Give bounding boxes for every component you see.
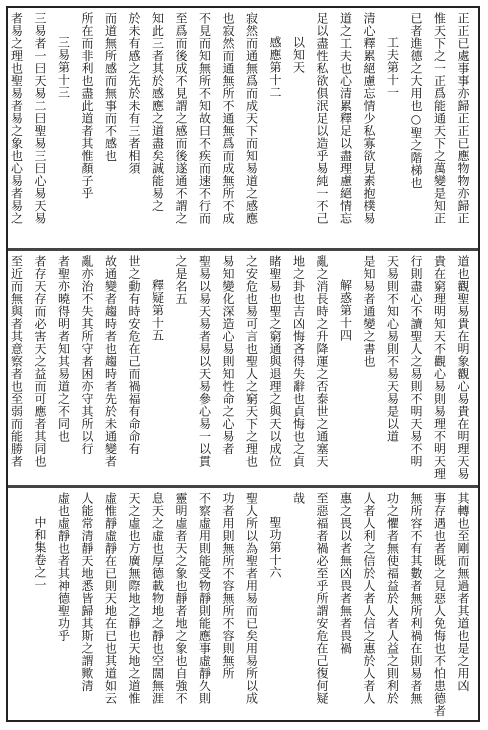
text-column: 不察虛用則能受物靜則能應事虛靜久則 xyxy=(197,492,212,705)
text-column: 亂亦治不失其所守者困亦守其所以行 xyxy=(80,255,94,455)
text-column: 之安危也易可言也聖人之窮天下之理也 xyxy=(244,255,259,468)
text-column: 易知變化深造心易則知性命之心易者 xyxy=(221,255,235,455)
panel-bottom xyxy=(8,486,478,720)
text-column: 功之懼者無使福益於人者人益之則利於 xyxy=(385,492,400,705)
text-column: 感應第十二 xyxy=(268,36,282,99)
text-column: 哉 xyxy=(291,492,306,505)
text-column: 已者進德之大用也○聖之階梯也 xyxy=(409,12,423,189)
text-column: 者聖亦曉得明者知其易道之不同也 xyxy=(56,255,71,443)
page-frame xyxy=(6,6,480,722)
text-column: 道之工夫也心清累釋足以盡理慮絕情忘 xyxy=(338,12,353,225)
text-column: 者存天存而必害天之益而可應者其同也 xyxy=(33,255,47,468)
text-column: 息天之虛也厚德載物地之靜也空闊無涯 xyxy=(150,492,165,705)
text-column: 而道無所感而無事而不感也 xyxy=(103,12,118,162)
text-column: 之是名五 xyxy=(174,255,188,305)
text-column: 也寂然而通無所不通無爲而成無所不成 xyxy=(221,12,235,225)
text-column: 惟天下之一正爲能通天下之萬變是知正 xyxy=(432,12,447,225)
text-column: 惠之畏以者無凶畏者無者畏禍 xyxy=(338,492,353,655)
text-column: 事存遇也者既之見惡人免悔也不怕患德者 xyxy=(432,492,447,717)
text-column: 至惡福者禍必至乎所謂安危在己復何疑 xyxy=(315,492,329,705)
text-column: 工夫第十一 xyxy=(385,36,400,99)
text-column: 故通變者趨時者也趨時者先於未通變者 xyxy=(103,255,118,468)
text-column: 亂之消長時之升降運之否泰世之通塞天 xyxy=(315,255,329,468)
text-column: 天之虛也方廣無際地之靜也天地之道惟 xyxy=(127,492,141,705)
text-column: 知此三者其於感應之道盡矣誠能易之 xyxy=(150,12,165,212)
text-column: 其轉也至剛而無過者其道也是之用凶 xyxy=(456,492,470,692)
text-column: 聖易以易天易者易以天易參心易一以貫 xyxy=(197,255,212,468)
text-column: 睹聖易也聖之窮通與退理之與天以成位 xyxy=(268,255,282,468)
text-column: 中和集卷之一 xyxy=(33,516,47,591)
text-column: 不見而知無所不知故曰不疾而速不行而 xyxy=(197,12,212,225)
text-column: 功者用則無所不容無所不容則無所 xyxy=(221,492,235,680)
text-column: 釋疑第十五 xyxy=(150,279,165,342)
text-column: 是知易者通變之書也 xyxy=(362,255,376,368)
text-column: 道也觀聖易貴在明象觀心易貴在明理天易 xyxy=(456,255,470,480)
text-column: 虛也虛靜也者其神德聖功乎 xyxy=(56,492,71,642)
text-column: 正正已處事事亦歸正正已應物物亦歸正 xyxy=(456,12,470,225)
text-column: 無所容不有其數者無所利禍在則易者無 xyxy=(409,492,423,705)
text-column: 三易第十三 xyxy=(56,36,71,99)
panel-top xyxy=(8,8,478,249)
text-column: 聖人所以為聖者用易而已矣用易所以成 xyxy=(244,492,259,705)
text-column: 人者人利之信於人者人信之惠於人者人 xyxy=(362,492,376,705)
text-column: 以知天 xyxy=(291,36,306,74)
text-column: 寂然而通無爲而成天下而知易道之感應 xyxy=(244,12,259,225)
text-column: 清心釋累絕慮忘情少私寡欲見素抱樸易 xyxy=(362,12,376,225)
text-column: 解惑第十四 xyxy=(338,279,353,342)
text-column: 世之動有時安危在己而禍福有命命有 xyxy=(127,255,141,455)
panel-middle xyxy=(8,249,478,486)
text-column: 足以盡性私欲俱泯足以造乎易純一不己 xyxy=(315,12,329,225)
text-column: 者易之理也聖易者易之象也心易者易之 xyxy=(9,12,24,225)
text-column: 至爲而後成不見謂之感而後遂通不謂之 xyxy=(174,12,188,225)
text-column: 三易者一曰天易二曰聖易三曰心易天易 xyxy=(33,12,47,225)
text-column: 天易則不知心易則不易天易是以道 xyxy=(385,255,400,443)
text-column: 所在而非利也盡此道者其惟顏子乎 xyxy=(80,12,94,200)
text-column: 至近而無與者其意察者也至弱而能勝者 xyxy=(9,255,24,468)
text-column: 貴在窮理明知天不觀心易則易理不明天理 xyxy=(432,255,447,480)
text-column: 聖功第十六 xyxy=(268,516,282,579)
text-column: 虛惟靜虛靜在已則天地在已也其道如云 xyxy=(103,492,118,705)
text-column: 靈明虛者天之象也靜者地之象也自強不 xyxy=(174,492,188,705)
text-column: 行則盡心不讀聖人之易則不明天易不明 xyxy=(409,255,423,468)
text-column: 人能常清靜天地悉皆歸其斯之謂歟清 xyxy=(80,492,94,692)
text-column: 地之卦也吉凶悔吝得失辭也貞悔也之貞 xyxy=(291,255,306,468)
text-column: 於未有感之先於未有三者相須 xyxy=(127,12,141,175)
